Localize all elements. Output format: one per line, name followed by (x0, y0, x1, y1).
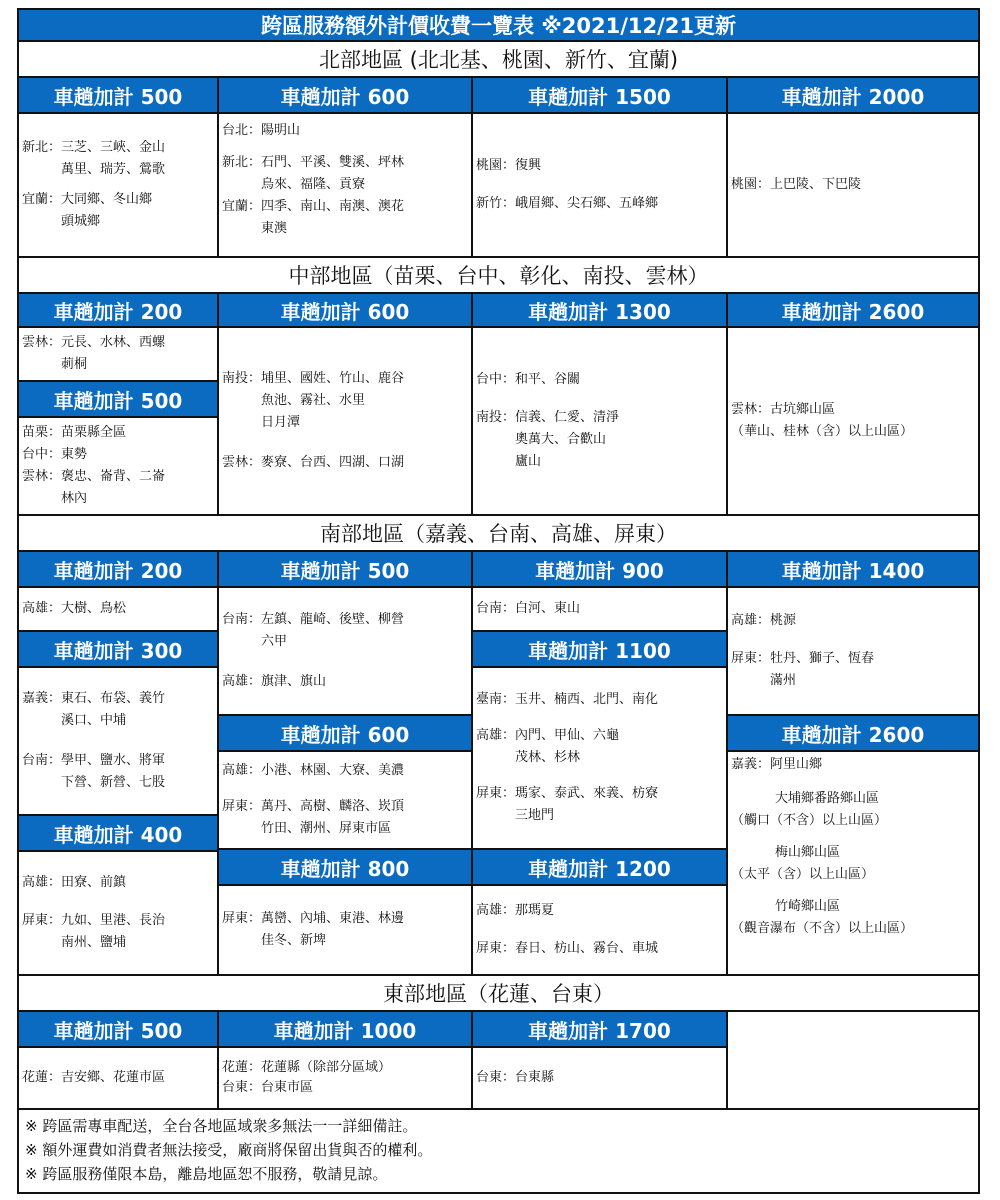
area-line: 左鎮、龍崎、後壁、柳營 (261, 612, 405, 627)
area-line: 田寮、前鎮 (61, 875, 127, 890)
area-line: 元長、水林、西螺 (61, 335, 166, 350)
place-label: 高雄： (731, 613, 771, 628)
area-cell-central-600 (219, 328, 473, 516)
region-title-north: 北部地區 (北北基、桃園、新竹、宜蘭) (19, 42, 978, 78)
area-cell-central-2600 (728, 328, 978, 516)
area-cell-north-1500 (473, 114, 728, 258)
fee-header-south-2600: 車趟加計 2600 (728, 716, 978, 752)
area-entry (222, 452, 468, 474)
place-label: 南投： (476, 410, 516, 425)
place-label: 高雄： (222, 763, 262, 778)
note-line: ※ 跨區服務僅限本島，離島地區恕不服務，敬請見諒。 (25, 1165, 388, 1183)
area-line: 東石、布袋、義竹 (61, 691, 166, 706)
fee-header-central-200: 車趟加計 200 (19, 294, 219, 328)
place-label: 宜蘭： (222, 199, 262, 214)
area-cell-south-1400 (728, 588, 978, 716)
area-group-detail: （觀音瀑布（不含）以上山區） (731, 921, 914, 936)
area-line: 內門、甲仙、六龜 (515, 728, 620, 743)
area-cell-north-2000 (728, 114, 978, 258)
area-line: 大樹、鳥松 (61, 601, 127, 616)
area-line: 六甲 (261, 634, 288, 649)
place-label: 屏東： (222, 799, 262, 814)
place-label: 屏東： (22, 913, 62, 928)
place-label: 台中： (22, 447, 62, 462)
area-entry (476, 193, 723, 215)
place-label: 南投： (222, 371, 262, 386)
area-line: 嘉義：阿里山鄉 (731, 757, 823, 772)
place-label: 新竹： (476, 196, 516, 211)
area-group-name: 大埔鄉番路鄉山區 (775, 791, 880, 806)
area-cell-central-1300 (473, 328, 728, 516)
fee-header-east-500: 車趟加計 500 (19, 1012, 219, 1048)
place-label: 雲林： (222, 455, 262, 470)
place-label: 台南： (476, 601, 516, 616)
area-line: 茂林、杉林 (515, 750, 581, 765)
fee-header-south-300: 車趟加計 300 (19, 632, 219, 668)
area-line: 信義、仁愛、清淨 (515, 410, 620, 425)
place-label: 高雄： (476, 903, 516, 918)
area-line: 花蓮：吉安鄉、花蓮市區 (22, 1070, 166, 1085)
area-line: 春日、枋山、霧台、車城 (515, 941, 659, 956)
area-line: 萬丹、高樹、麟洛、崁頂 (261, 799, 405, 814)
place-label: 臺南： (476, 692, 516, 707)
place-label: 雲林： (22, 469, 62, 484)
area-group-detail: （太平（含）以上山區） (731, 867, 875, 882)
area-entry (222, 152, 468, 196)
area-line: 台東：台東縣 (476, 1070, 555, 1085)
area-line: 石門、平溪、雙溪、坪林 (261, 155, 405, 170)
fee-header-central-500: 車趟加計 500 (19, 382, 219, 418)
place-label: 高雄： (476, 728, 516, 743)
area-line: 莿桐 (61, 357, 88, 372)
area-cell-east-1700 (473, 1048, 728, 1110)
area-line: 瑪家、泰武、來義、枋寮 (515, 786, 659, 801)
fee-header-north-1500: 車趟加計 1500 (473, 78, 728, 114)
area-entry (476, 900, 723, 922)
area-line: 白河、東山 (515, 601, 581, 616)
fee-header-north-600: 車趟加計 600 (219, 78, 473, 114)
area-group-detail: （觸口（不含）以上山區） (731, 813, 888, 828)
area-line: 林內 (61, 491, 88, 506)
area-cell-central-500 (19, 418, 219, 516)
area-note: （華山、桂林（含）以上山區） (731, 424, 914, 439)
place-label: 屏東： (476, 941, 516, 956)
place-label: 宜蘭： (22, 192, 62, 207)
area-line: 四季、南山、南澳、澳花 (261, 199, 405, 214)
area-cell-south-1200 (473, 886, 728, 976)
area-entry (476, 407, 723, 473)
place-label: 新北： (22, 140, 62, 155)
place-label: 雲林： (731, 402, 771, 417)
fee-header-east-1700: 車趟加計 1700 (473, 1012, 728, 1048)
area-line: 日月潭 (261, 415, 301, 430)
fee-header-south-400: 車趟加計 400 (19, 816, 219, 852)
area-group (731, 788, 975, 832)
area-line: 三地門 (515, 808, 555, 823)
area-line: 三芝、三峽、金山 (61, 140, 166, 155)
place-label: 新北： (222, 155, 262, 170)
region-title-central: 中部地區（苗栗、台中、彰化、南投、雲林） (19, 258, 978, 294)
area-entry (222, 671, 468, 693)
area-entry (476, 725, 723, 769)
fee-header-north-500: 車趟加計 500 (19, 78, 219, 114)
area-entry (222, 120, 468, 142)
fee-header-south-600: 車趟加計 600 (219, 716, 473, 752)
area-cell-south-600 (219, 752, 473, 850)
area-cell-central-200 (19, 328, 219, 382)
place-label: 台南： (222, 612, 262, 627)
area-line: 萬里、瑞芳、鶯歌 (61, 162, 166, 177)
area-cell-south-2600 (728, 752, 978, 976)
area-cell-south-500 (219, 588, 473, 716)
fee-header-central-1300: 車趟加計 1300 (473, 294, 728, 328)
area-entry (222, 760, 468, 782)
fee-header-central-2600: 車趟加計 2600 (728, 294, 978, 328)
area-line: 竹田、潮州、屏東市區 (261, 821, 392, 836)
area-line: 玉井、楠西、北門、南化 (515, 692, 659, 707)
fee-header-south-200: 車趟加計 200 (19, 552, 219, 588)
area-line: 溪口、中埔 (61, 713, 127, 728)
area-cell-north-500 (19, 114, 219, 258)
area-line: 奧萬大、合歡山 (515, 432, 607, 447)
fee-header-south-1200: 車趟加計 1200 (473, 850, 728, 886)
area-line: 褒忠、崙背、二崙 (61, 469, 166, 484)
region-title-south: 南部地區（嘉義、台南、高雄、屏東） (19, 516, 978, 552)
area-line: 峨眉鄉、尖石鄉、五峰鄉 (515, 196, 659, 211)
place-label: 桃園： (476, 158, 516, 173)
area-entry (731, 399, 975, 421)
area-entry (222, 368, 468, 434)
fee-header-east-1000: 車趟加計 1000 (219, 1012, 473, 1048)
fee-header-south-1400: 車趟加計 1400 (728, 552, 978, 588)
place-label: 高雄： (22, 875, 62, 890)
area-entry (476, 598, 723, 620)
fee-table (17, 8, 980, 1194)
area-line: 那瑪夏 (515, 903, 555, 918)
area-entry (22, 598, 214, 620)
area-line: 古坑鄉山區 (770, 402, 836, 417)
area-entry (22, 688, 214, 732)
area-line: 牡丹、獅子、恆春 (770, 651, 875, 666)
area-line: 花蓮：花蓮縣（除部分區域） (222, 1060, 392, 1075)
area-cell-east-500 (19, 1048, 219, 1110)
fee-header-south-900: 車趟加計 900 (473, 552, 728, 588)
area-entry (222, 196, 468, 240)
place-label: 台北： (222, 123, 262, 138)
area-line: 旗津、旗山 (261, 674, 327, 689)
area-line: 和平、谷關 (515, 372, 581, 387)
table-title: 跨區服務額外計價收費一覽表 ※2021/12/21更新 (19, 10, 978, 42)
place-label: 高雄： (222, 674, 262, 689)
notes (19, 1110, 978, 1192)
area-line: 桃源 (770, 613, 797, 628)
place-label: 苗栗： (22, 425, 62, 440)
fee-header-south-1100: 車趟加計 1100 (473, 632, 728, 668)
area-entry (22, 872, 214, 894)
place-label: 台南： (22, 753, 62, 768)
area-line: 復興 (515, 158, 542, 173)
area-line: 上巴陵、下巴陵 (770, 177, 862, 192)
fee-header-central-600: 車趟加計 600 (219, 294, 473, 328)
fee-header-south-500: 車趟加計 500 (219, 552, 473, 588)
area-group (731, 842, 975, 886)
area-cell-east-1000 (219, 1048, 473, 1110)
place-label: 台中： (476, 372, 516, 387)
area-line: 台東：台東市區 (222, 1080, 314, 1095)
area-line: 埔里、國姓、竹山、鹿谷 (261, 371, 405, 386)
area-line: 萬巒、內埔、東港、林邊 (261, 911, 405, 926)
area-line: 魚池、霧社、水里 (261, 393, 366, 408)
area-line: 下營、新營、七股 (61, 775, 166, 790)
fee-header-south-800: 車趟加計 800 (219, 850, 473, 886)
area-line: 大同鄉、冬山鄉 (61, 192, 153, 207)
place-label: 屏東： (476, 786, 516, 801)
area-line: 佳冬、新埤 (261, 933, 327, 948)
area-entry (476, 155, 723, 177)
area-entry (222, 796, 468, 840)
area-line: 滿州 (770, 673, 797, 688)
area-line: 學甲、鹽水、將軍 (61, 753, 166, 768)
area-line: 小港、林園、大寮、美濃 (261, 763, 405, 778)
area-line: 南州、鹽埔 (61, 935, 127, 950)
area-entry (22, 332, 214, 376)
area-entry (22, 189, 214, 233)
area-entry (22, 444, 214, 466)
note-line: ※ 跨區需專車配送，全台各地區域衆多無法一一詳細備註。 (25, 1117, 418, 1135)
area-entry (731, 174, 975, 196)
area-entry (476, 689, 723, 711)
area-line: 麥寮、台西、四湖、口湖 (261, 455, 405, 470)
area-entry (731, 648, 975, 692)
place-label: 高雄： (22, 601, 62, 616)
empty-cell (728, 1012, 978, 1110)
place-label: 雲林： (22, 335, 62, 350)
fee-header-north-2000: 車趟加計 2000 (728, 78, 978, 114)
area-cell-north-600 (219, 114, 473, 258)
area-entry (476, 783, 723, 827)
place-label: 屏東： (222, 911, 262, 926)
note-line: ※ 額外運費如消費者無法接受，廠商將保留出貨與否的權利。 (25, 1141, 433, 1159)
area-entry (222, 609, 468, 653)
area-line: 廬山 (515, 454, 542, 469)
area-entry (22, 137, 214, 181)
place-label: 嘉義： (22, 691, 62, 706)
region-title-east: 東部地區（花蓮、台東） (19, 976, 978, 1012)
place-label: 桃園： (731, 177, 771, 192)
area-entry (22, 466, 214, 510)
area-line: 東澳 (261, 221, 288, 236)
area-cell-south-200 (19, 588, 219, 632)
area-group (731, 896, 975, 940)
area-entry (22, 910, 214, 954)
area-cell-south-300 (19, 668, 219, 816)
area-group-name: 梅山鄉山區 (775, 845, 841, 860)
area-line: 九如、里港、長治 (61, 913, 166, 928)
area-line: 陽明山 (261, 123, 301, 138)
area-line: 苗栗縣全區 (61, 425, 127, 440)
area-cell-south-800 (219, 886, 473, 976)
area-cell-south-1100 (473, 668, 728, 850)
area-cell-south-900 (473, 588, 728, 632)
area-entry (476, 938, 723, 960)
area-entry (731, 610, 975, 632)
area-entry (22, 422, 214, 444)
area-group-name: 竹崎鄉山區 (775, 899, 841, 914)
area-entry (222, 908, 468, 952)
area-cell-south-400 (19, 852, 219, 976)
area-entry (22, 750, 214, 794)
area-line: 東勢 (61, 447, 88, 462)
place-label: 屏東： (731, 651, 771, 666)
area-entry (476, 369, 723, 391)
area-line: 頭城鄉 (61, 214, 101, 229)
area-line: 烏來、福隆、貢寮 (261, 177, 366, 192)
